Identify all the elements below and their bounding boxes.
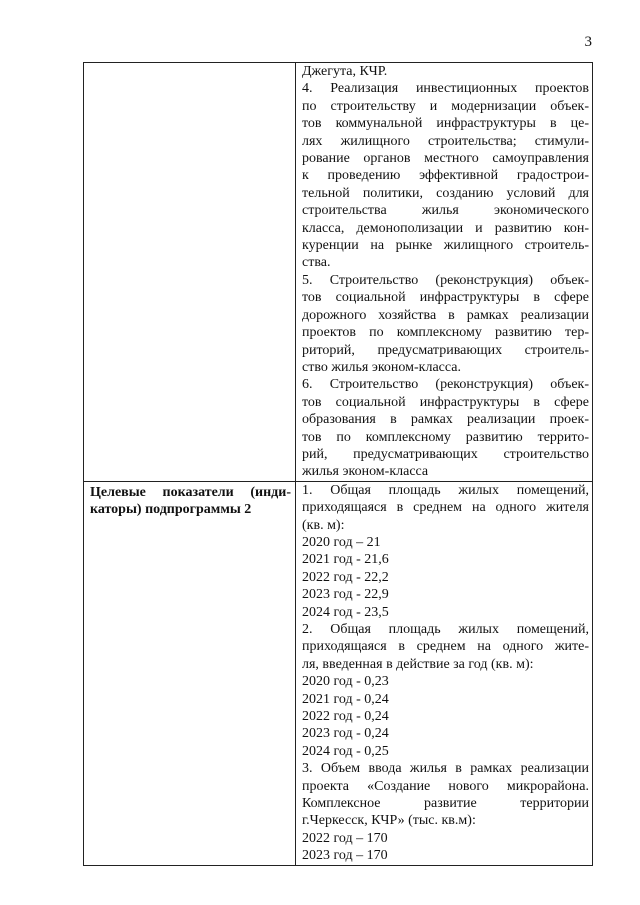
text-line: Комплексное развитие территории: [302, 796, 589, 812]
text-line: тельной политики, созданию условий для: [302, 185, 589, 201]
text-line: 2. Общая площадь жилых помещений,: [302, 622, 589, 637]
text-line: тов социальной инфраструктуры в сфере: [302, 290, 589, 306]
row1-content-cell: [296, 63, 593, 482]
text-line: тов социальной инфраструктуры в сфере: [302, 394, 589, 410]
row1-label-cell: [84, 63, 296, 482]
text-line: ство жилья эконом-класса.: [302, 359, 461, 375]
text-line: приходящаяся в среднем на одного жите-: [302, 639, 589, 655]
table-row: [84, 63, 593, 482]
page-number: 3: [584, 34, 592, 50]
text-line: 2023 год - 22,9: [302, 587, 389, 603]
text-line: 2020 год - 0,23: [302, 674, 389, 690]
row2-content-cell: [296, 481, 593, 865]
text-line: ства.: [302, 255, 331, 271]
text-line: 2022 год – 170: [302, 830, 388, 846]
text-line: дорожного хозяйства в рамках реализации: [302, 307, 589, 323]
text-line: 2023 год - 0,24: [302, 726, 389, 742]
program-passport-table: [83, 62, 593, 866]
text-line: 6. Строительство (реконструкция) объек-: [302, 377, 589, 393]
text-line: 2024 год - 23,5: [302, 604, 389, 620]
text-line: куренции на рынке жилищного строитель-: [302, 238, 589, 254]
text-line: (кв. м):: [302, 517, 345, 533]
text-line: 2020 год – 21: [302, 534, 381, 550]
text-line: 2024 год - 0,25: [302, 743, 389, 759]
row1-text: [302, 63, 589, 481]
text-line: приходящаяся в среднем на одного жителя: [302, 500, 589, 516]
text-line: 2022 год - 0,24: [302, 709, 389, 725]
text-line: строительства жилья экономического: [302, 203, 589, 219]
text-line: 1. Общая площадь жилых помещений,: [302, 482, 589, 498]
text-line: класса, демонополизации и развитию кон-: [302, 220, 589, 236]
row2-text: [302, 482, 589, 865]
text-line: образования в рамках реализации проек-: [302, 412, 589, 428]
text-line: риторий, предусматривающих строитель-: [302, 342, 589, 358]
text-line: 2022 год - 22,2: [302, 569, 389, 585]
label-line: Целевые показатели (инди-: [90, 484, 291, 500]
text-line: по строительству и модернизации объек-: [302, 98, 589, 114]
text-line: г.Черкесск, КЧР» (тыс. кв.м):: [302, 813, 476, 829]
text-line: рование органов местного самоуправления: [302, 151, 589, 167]
label-line: каторы) подпрограммы 2: [90, 502, 252, 518]
text-line: жилья эконом-класса: [302, 464, 429, 480]
text-line: 3. Объем ввода жилья в рамках реализации: [302, 761, 589, 777]
text-line: 5. Строительство (реконструкция) объек-: [302, 272, 589, 288]
text-line: тов по комплексному развитию террито-: [302, 429, 589, 445]
table-row: [84, 481, 593, 865]
text-line: лях жилищного строительства; стимули-: [302, 133, 589, 149]
text-line: 2021 год - 21,6: [302, 552, 389, 568]
text-line: тов коммунальной инфраструктуры в це-: [302, 116, 589, 132]
text-line: проектов по комплексному развитию тер-: [302, 325, 589, 341]
row2-label-cell: [84, 481, 296, 865]
text-line: 2021 год - 0,24: [302, 691, 389, 707]
text-line: к проведению эффективной градострои-: [302, 168, 589, 184]
text-line: рий, предусматривающих строительство: [302, 446, 589, 462]
text-line: 2023 год – 170: [302, 848, 388, 864]
text-line: 4. Реализация инвестиционных проектов: [302, 81, 589, 97]
text-line: Джегута, КЧР.: [302, 64, 388, 79]
text-line: проекта «Создание нового микрорайона.: [302, 778, 589, 794]
text-line: ля, введенная в действие за год (кв. м):: [302, 656, 534, 672]
